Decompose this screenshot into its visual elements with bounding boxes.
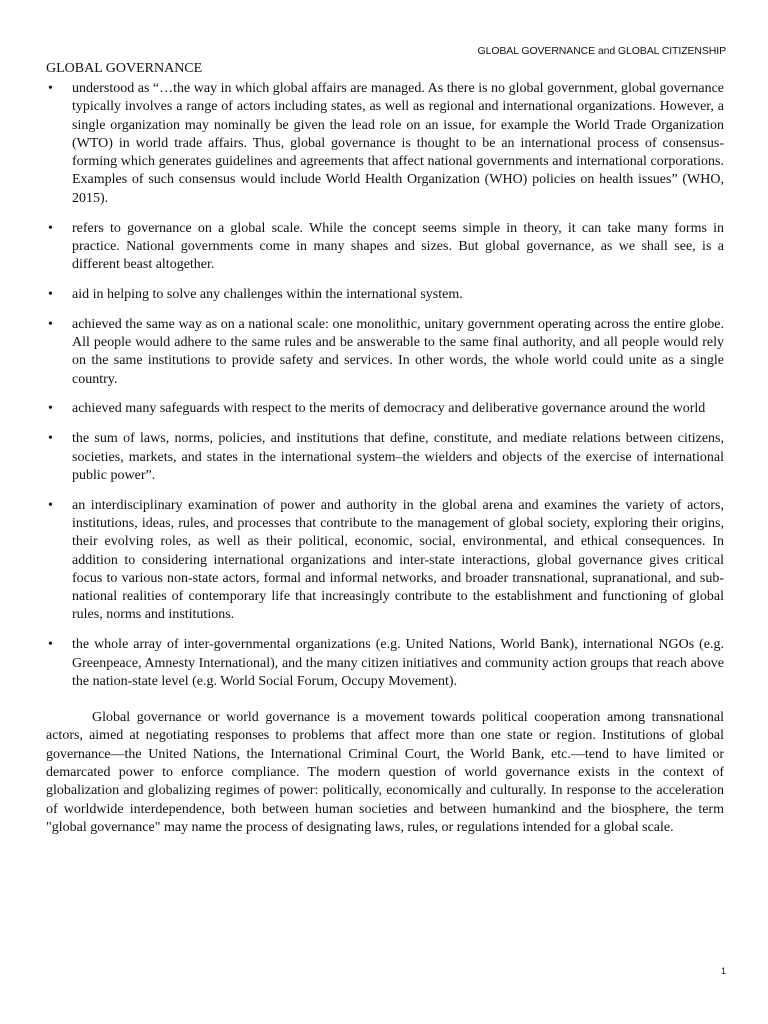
bullet-text: aid in helping to solve any challenges within the international system. <box>72 286 463 302</box>
bullet-icon: • <box>48 431 53 447</box>
bullet-text: achieved the same way as on a national scale: one monolithic, unitary government operating across the entire globe. All people would adhere to the same rules and be answerable to the same final authority, and all people would rely on the same institutions to provide safety and services. In other words, the whole world could unite as a single country. <box>72 316 724 387</box>
bullet-text: the sum of laws, norms, policies, and institutions that define, constitute, and mediate relations between citizens, societies, markets, and states in the international system–the wielders and objects of the exercise of international public power”. <box>72 431 724 483</box>
bullet-icon: • <box>48 637 53 653</box>
bullet-text: an interdisciplinary examination of power and authority in the global arena and examines the variety of actors, institutions, ideas, rules, and processes that contribute to the management of global society, exploring their origins, their evolving roles, as well as their political, economic, social, environmental, and ethical consequences. In addition to considering international organizations and inter-state interactions, global governance gives critical focus to various non-state actors, formal and informal networks, and broader transnational, supranational, and sub-national realities of contemporary life that increasingly contribute to the establishment and functioning of global rules, norms and institutions. <box>72 497 724 623</box>
document-body <box>46 60 724 837</box>
bullet-item <box>46 316 724 389</box>
bullet-item <box>46 400 724 418</box>
bullet-icon: • <box>48 81 53 96</box>
bullet-icon: • <box>48 286 53 302</box>
bullet-item <box>46 286 724 304</box>
bullet-icon: • <box>48 316 53 332</box>
bullet-item <box>46 220 724 275</box>
body-paragraph: Global governance or world governance is a movement towards political cooperation among transnational actors, aimed at negotiating responses to problems that affect more than one state or region. Institutions of global governance—the United Nations, the International Criminal Court, the World Bank, etc.—tend to have limited or demarcated power to enforce compliance. The modern question of world governance exists in the context of globalization and globalizing regimes of power: politically, economically and culturally. In response to the acceleration of worldwide interdependence, both between human societies and between humankind and the biosphere, the term "global governance" may name the process of designating laws, rules, or regulations intended for a global scale. <box>46 710 724 835</box>
bullet-item <box>46 497 724 625</box>
bullet-text: understood as “…the way in which global affairs are managed. As there is no global government, global governance typically involves a range of actors including states, as well as regional and international organizations. However, a single organization may nominally be given the lead role on an issue, for example the World Trade Organization (WTO) in world trade affairs. Thus, global governance is thought to be an international process of consensus-forming which generates guidelines and agreements that affect national governments and international corporations. Examples of such consensus would include World Health Organization (WHO) policies on health issues” (WHO, 2015). <box>72 81 724 206</box>
bullet-icon: • <box>48 497 53 513</box>
bullet-icon: • <box>48 220 53 236</box>
page-number: 1 <box>720 966 726 976</box>
bullet-icon: • <box>48 401 53 417</box>
bullet-text: achieved many safeguards with respect to the merits of democracy and deliberative governance around the world <box>72 401 706 417</box>
bullet-item <box>46 80 724 208</box>
bullet-text: the whole array of inter-governmental organizations (e.g. United Nations, World Bank), international NGOs (e.g. Greenpeace, Amnesty International), and the many citizen initiatives and community action groups that reach above the nation-state level (e.g. World Social Forum, Occupy Movement). <box>72 637 724 689</box>
section-title: GLOBAL GOVERNANCE <box>46 61 203 76</box>
running-header: GLOBAL GOVERNANCE and GLOBAL CITIZENSHIP <box>477 45 726 57</box>
bullet-list <box>46 80 724 691</box>
bullet-item <box>46 430 724 485</box>
bullet-item <box>46 636 724 691</box>
bullet-text: refers to governance on a global scale. While the concept seems simple in theory, it can take many forms in practice. National governments come in many shapes and sizes. But global governance, as we shall see, is a different beast altogether. <box>72 220 724 273</box>
